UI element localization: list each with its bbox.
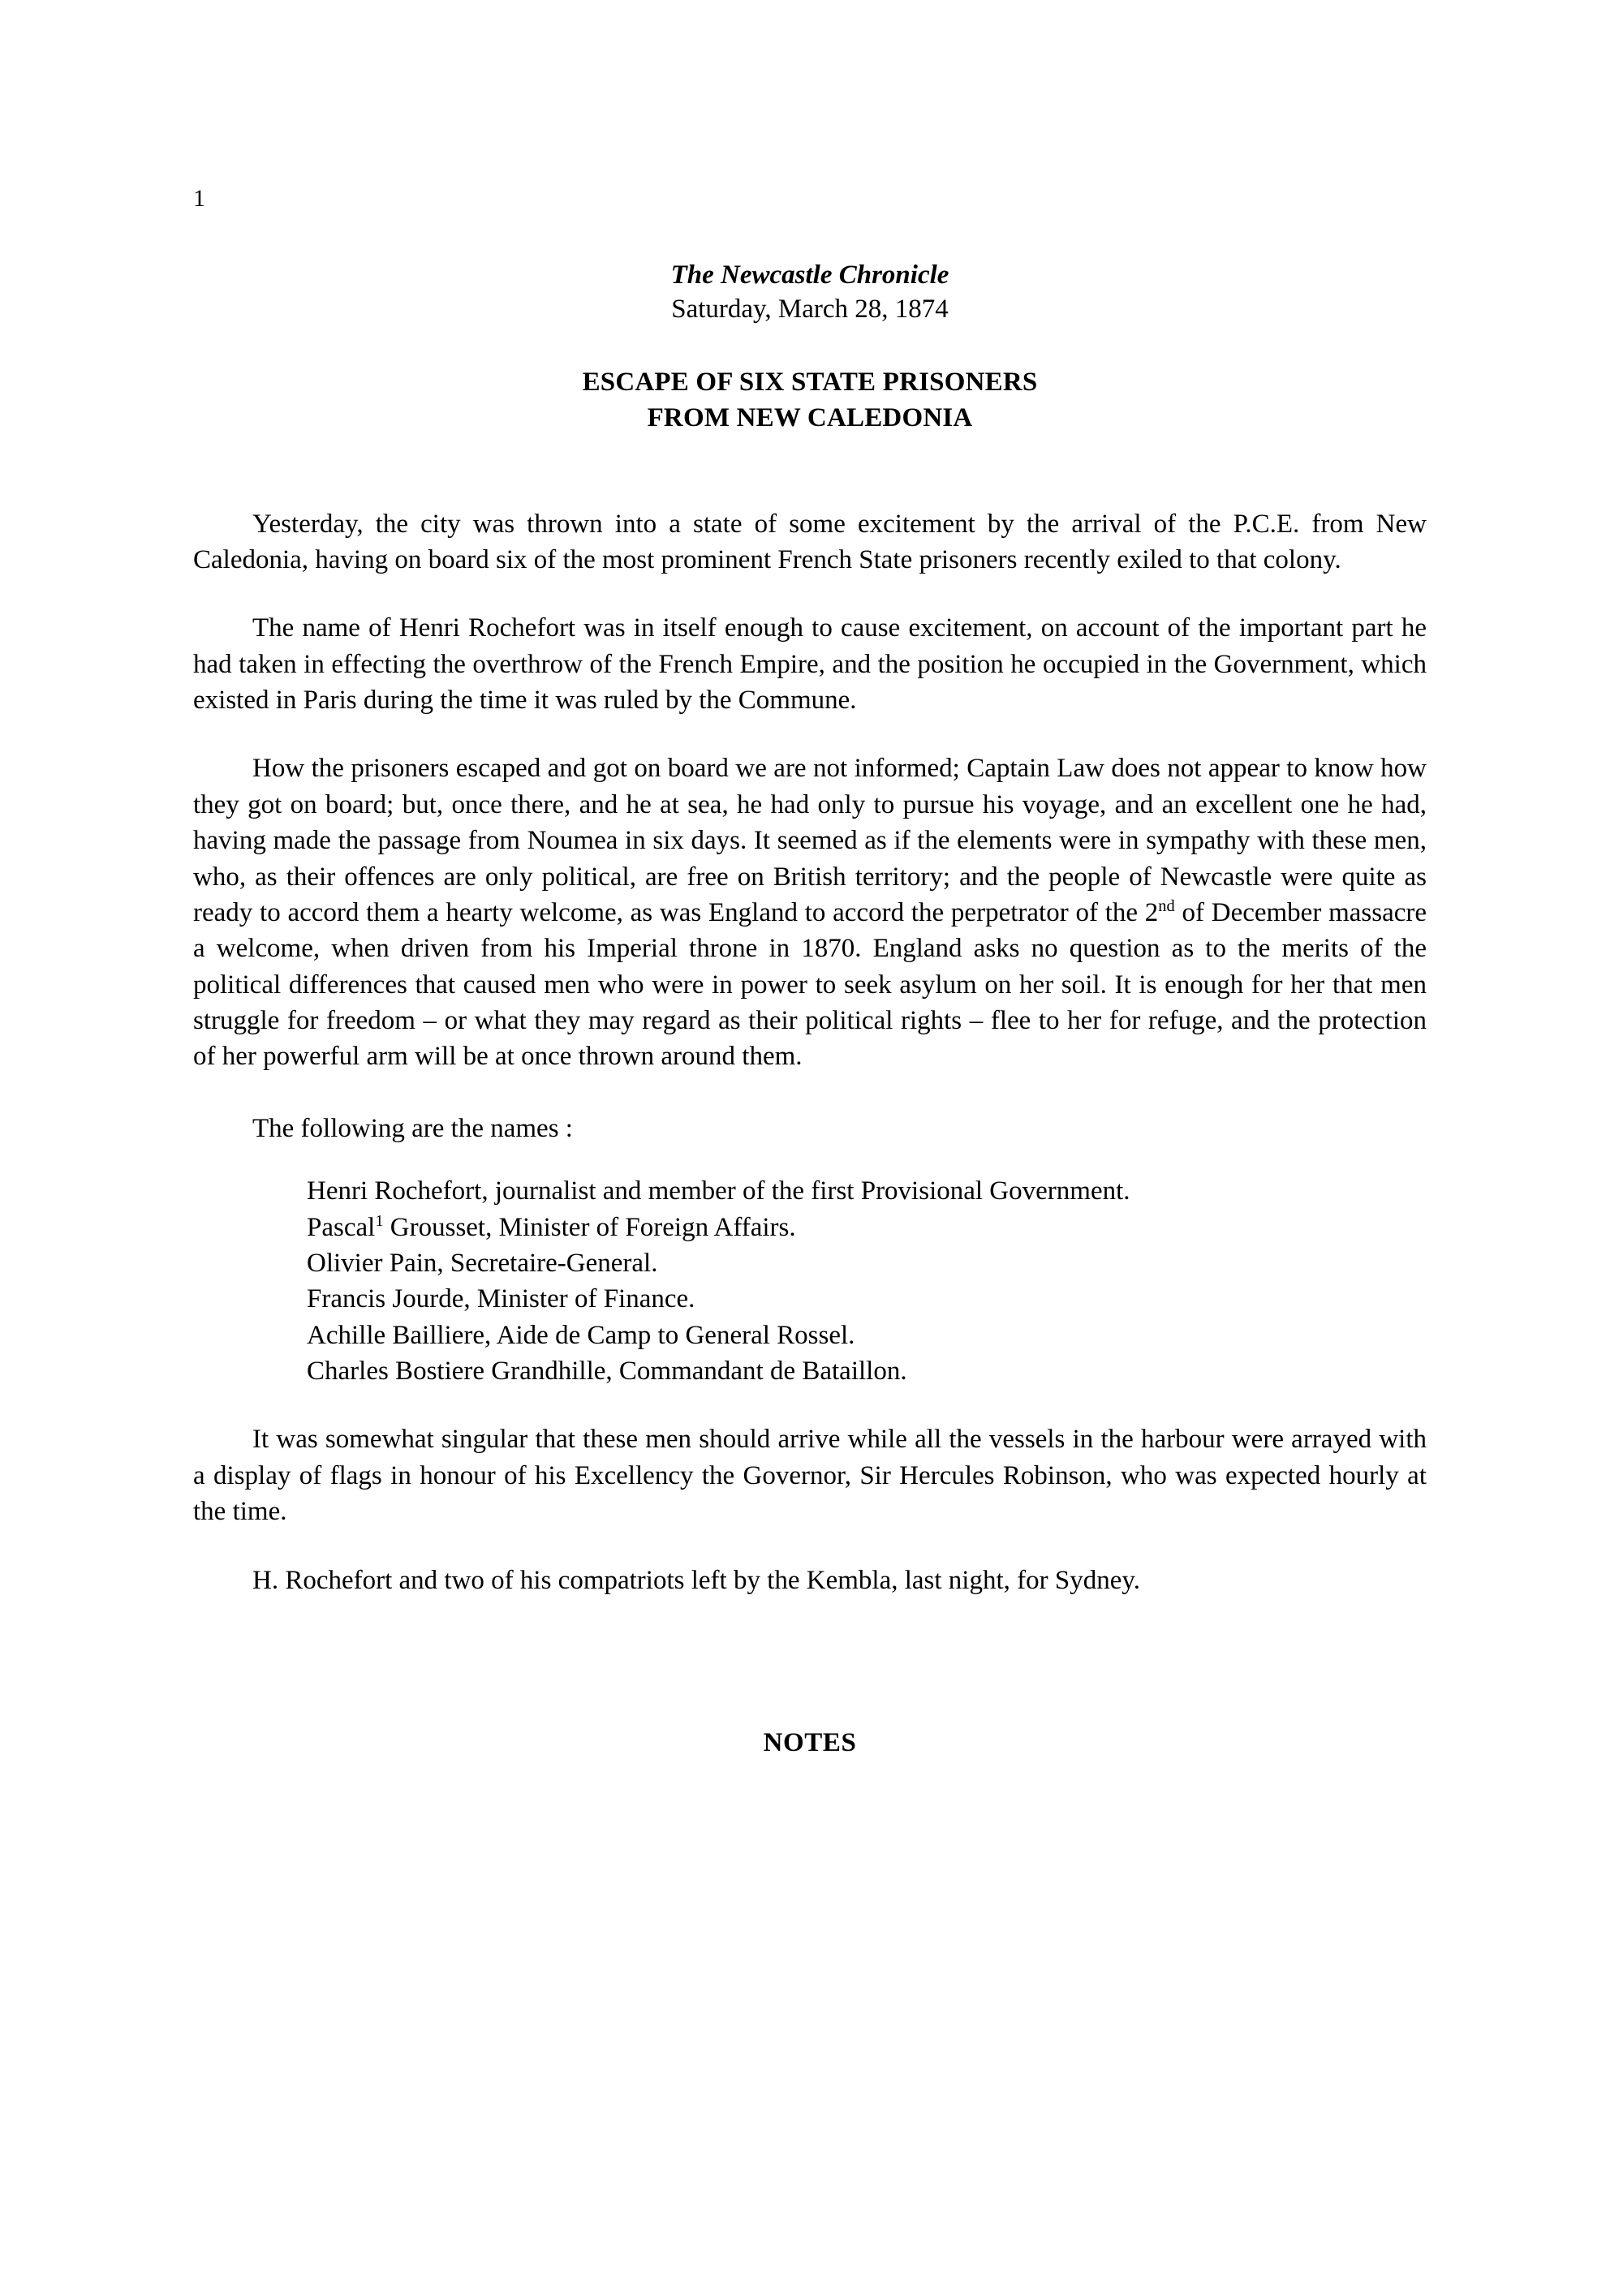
list-item [193, 1210, 1427, 1245]
page-number: 1 [193, 185, 205, 212]
headline-line-1: ESCAPE OF SIX STATE PRISONERS [582, 368, 1038, 398]
document-content [193, 187, 1427, 1758]
publication-title: The Newcastle Chronicle [670, 260, 949, 290]
masthead [193, 258, 1427, 326]
paragraph-escape-part1: How the prisoners escaped and got on board we are not informed; Captain Law does not appear to know how they got on board; but, once there, and he at sea, he had only to pursue his voyage, and an excellent one he had, having made the passage from Noumea in six days. It seemed as if the elements were in sympathy with these men, who, as their offences are only political, are free on British territory; and the people of Newcastle were quite as ready to accord them a hearty welcome, as was England to accord the perpetrator of the 2 [193, 754, 1427, 927]
list-item: Charles Bostiere Grandhille, Commandant de Bataillon. [307, 1357, 907, 1387]
names-intro: The following are the names : [252, 1113, 573, 1143]
paragraph-escape-part2: of December massacre a welcome, when driven from his Imperial throne in 1870. England asks no question as to the merits of the political differences that caused men who were in power to seek asylum on her soil. It is enough for her that men struggle for freedom – or what they may regard as their political rights – flee to her for refuge, and the protection of her powerful arm will be at once thrown around them. [193, 897, 1427, 1072]
list-item: Francis Jourde, Minister of Finance. [307, 1284, 695, 1314]
paragraph-flags: It was somewhat singular that these men should arrive while all the vessels in the harbour were arrayed with a display of flags in honour of his Excellency the Governor, Sir Hercules Robinson, who was expected hourly at the time. [193, 1425, 1427, 1527]
list-item: Henri Rochefort, journalist and member of the first Provisional Government. [307, 1176, 1130, 1206]
paragraph-arrival: Yesterday, the city was thrown into a state of some excitement by the arrival of the P.C.E. from New Caledonia, having on board six of the most prominent French State prisoners recently exiled to that colony. [193, 509, 1427, 574]
list-item: Olivier Pain, Secretaire-General. [307, 1248, 658, 1278]
publication-date: Saturday, March 28, 1874 [671, 295, 949, 325]
name-prefix: Pascal [307, 1212, 376, 1242]
paragraph-rochefort-name: The name of Henri Rochefort was in itself enough to cause excitement, on account of the important part he had taken in effecting the overthrow of the French Empire, and the position he occupied in the Government, which existed in Paris during the time it was ruled by the Commune. [193, 613, 1427, 716]
list-item: Achille Bailliere, Aide de Camp to General Rossel. [307, 1320, 855, 1350]
prisoner-names-list [193, 1173, 1427, 1389]
ordinal-suffix: nd [1158, 896, 1175, 915]
headline-line-2: FROM NEW CALEDONIA [647, 403, 973, 433]
article-headline [193, 365, 1427, 436]
paragraph-escape [193, 750, 1427, 1074]
footnote-marker: 1 [375, 1211, 384, 1230]
name-suffix: Grousset, Minister of Foreign Affairs. [383, 1212, 796, 1242]
notes-heading: NOTES [763, 1727, 857, 1757]
paragraph-departure: H. Rochefort and two of his compatriots left by the Kembla, last night, for Sydney. [252, 1565, 1140, 1595]
